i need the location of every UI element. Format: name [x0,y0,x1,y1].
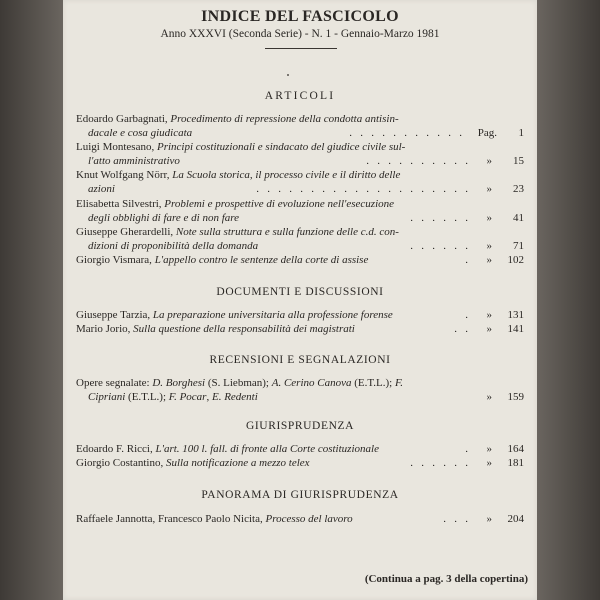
toc-entry-garbagnati-line1 [76,112,524,126]
reviewed-author: A. Cerino Canova [271,377,352,389]
toc-entry-silvestri-line1 [76,197,524,211]
reviewer-note: (S. Liebman); [205,377,272,389]
toc-entry-montesano-line2[interactable]: l'atto amministrativo . . . . . . . . . . » 15 [88,155,524,167]
entry-title: Sulla notificazione a mezzo telex [165,457,310,469]
entry-title: Processo del lavoro [265,513,353,525]
reviewed-author: E. Redenti [211,391,258,403]
entry-title: Principi costituzionali e sindacato del giudice civile sul- [156,141,406,153]
entry-title-cont: dizioni di proponibilità della domanda [88,240,259,252]
toc-entry-norr-line2[interactable]: azioni . . . . . . . . . . . . . . . . . . . . » 23 [88,183,524,195]
ditto-mark: » [486,513,492,525]
entry-author: Giorgio Vismara, [76,254,155,266]
entry-author: Edoardo Garbagnati, [76,113,171,125]
entry-author: Giuseppe Gherardelli, [76,226,176,238]
reviewed-author: F. [394,377,404,389]
reviewer-note: (E.T.L.); [125,391,169,403]
entry-author: Elisabetta Silvestri, [76,198,165,210]
ditto-mark: » [486,155,492,167]
entry-author: Giuseppe Tarzia, [76,309,153,321]
page-number: 23 [513,183,524,195]
entry-title: Note sulla struttura e sulla funzione delle c.d. con- [175,226,399,238]
section-documenti: DOCUMENTI E DISCUSSIONI [216,286,384,298]
page-number: 141 [507,323,524,335]
entry-title: Problemi e prospettive di evoluzione nell'esecuzione [164,198,395,210]
entry-author: Mario Jorio, [76,323,134,335]
page-number: 71 [513,240,524,252]
toc-entry-jannotta[interactable]: Raffaele Jannotta, Francesco Paolo Nicita, Processo del lavoro . . . » 204 [76,513,524,525]
page-number: 181 [507,457,524,469]
section-articoli: ARTICOLI [264,90,336,102]
toc-entry-gherardelli-line2[interactable]: dizioni di proponibilità della domanda . . . . . . » 71 [88,240,524,252]
section-panorama: PANORAMA DI GIURISPRUDENZA [201,489,399,501]
entry-title-cont: l'atto amministrativo [88,155,180,167]
entry-author: Raffaele Jannotta, Francesco Paolo Nicita, [76,513,266,525]
entry-title: Procedimento di repressione della condotta antisin- [170,113,399,125]
ditto-mark: » [486,254,492,266]
toc-entry-ricci[interactable]: Edoardo F. Ricci, L'art. 100 l. fall. di fronte alla Corte costituzionale . » 164 [76,443,524,455]
toc-entry-jorio[interactable]: Mario Jorio, Sulla questione della responsabilità dei magistrati . . » 141 [76,323,524,335]
ditto-mark: » [486,309,492,321]
left-margin-shadow [0,0,63,600]
ditto-mark: » [486,240,492,252]
continuation-note: (Continua a pag. 3 della copertina) [364,573,528,585]
toc-entry-tarzia[interactable]: Giuseppe Tarzia, La preparazione universitaria alla professione forense . » 131 [76,309,524,321]
section-recensioni: RECENSIONI E SEGNALAZIONI [209,354,391,366]
entry-author: Luigi Montesano, [76,141,157,153]
toc-entry-garbagnati-line2[interactable]: dacale e cosa giudicata . . . . . . . . . . . Pag. 1 [88,127,524,139]
right-margin-shadow [537,0,600,600]
toc-entry-costantino[interactable]: Giorgio Costantino, Sulla notificazione a mezzo telex . . . . . . » 181 [76,457,524,469]
page-number: 204 [507,513,524,525]
title-rule [265,48,337,49]
page-title: INDICE DEL FASCICOLO [201,8,399,25]
ditto-mark: » [486,212,492,224]
entry-title: L'art. 100 l. fall. di fronte alla Corte costituzionale [155,443,379,455]
toc-entry-vismara[interactable]: Giorgio Vismara, L'appello contro le sentenze della corte di assise . » 102 [76,254,524,266]
document-page [63,0,537,600]
ditto-mark: » [486,391,492,403]
entry-author: Giorgio Costantino, [76,457,166,469]
ditto-mark: » [486,323,492,335]
entry-title-cont: azioni [88,183,115,195]
reviewer-note: (E.T.L.); [351,377,395,389]
issue-subtitle: Anno XXXVI (Seconda Serie) - N. 1 - Gennaio-Marzo 1981 [160,28,440,40]
page-number: 159 [507,391,524,403]
entry-title: La preparazione universitaria alla professione forense [152,309,393,321]
toc-entry-montesano-line1 [76,140,524,154]
reviewed-author: F. Pocar [168,391,207,403]
page-number: 1 [518,127,524,139]
separator: , [206,391,212,403]
page-number: 131 [507,309,524,321]
reviewed-author: Cipriani [88,391,126,403]
entry-title-cont: dacale e cosa giudicata [88,127,193,139]
page-label: Pag. [477,127,497,139]
page-number: 102 [507,254,524,266]
ditto-mark: » [486,457,492,469]
print-speck [287,74,289,76]
entry-author: Edoardo F. Ricci, [76,443,156,455]
page-number: 41 [513,212,524,224]
entry-lead: Opere segnalate: [76,377,153,389]
ditto-mark: » [486,183,492,195]
entry-author: Knut Wolfgang Nörr, [76,169,173,181]
toc-entry-silvestri-line2[interactable]: degli obblighi di fare e di non fare . . . . . . » 41 [88,212,524,224]
ditto-mark: » [486,443,492,455]
entry-title: La Scuola storica, il processo civile e il diritto delle [172,169,401,181]
toc-entry-norr-line1 [76,168,524,182]
entry-title: Sulla questione della responsabilità dei magistrati [133,323,355,335]
page-number: 164 [507,443,524,455]
entry-title-cont: degli obblighi di fare e di non fare [88,212,240,224]
toc-entry-opere-line1 [76,376,524,390]
toc-entry-opere-line2[interactable] [88,390,524,404]
page-number: 15 [513,155,524,167]
section-giurisprudenza: GIURISPRUDENZA [245,420,355,432]
reviewed-author: D. Borghesi [152,377,206,389]
entry-title: L'appello contro le sentenze della corte di assise [154,254,369,266]
toc-entry-gherardelli-line1 [76,225,524,239]
